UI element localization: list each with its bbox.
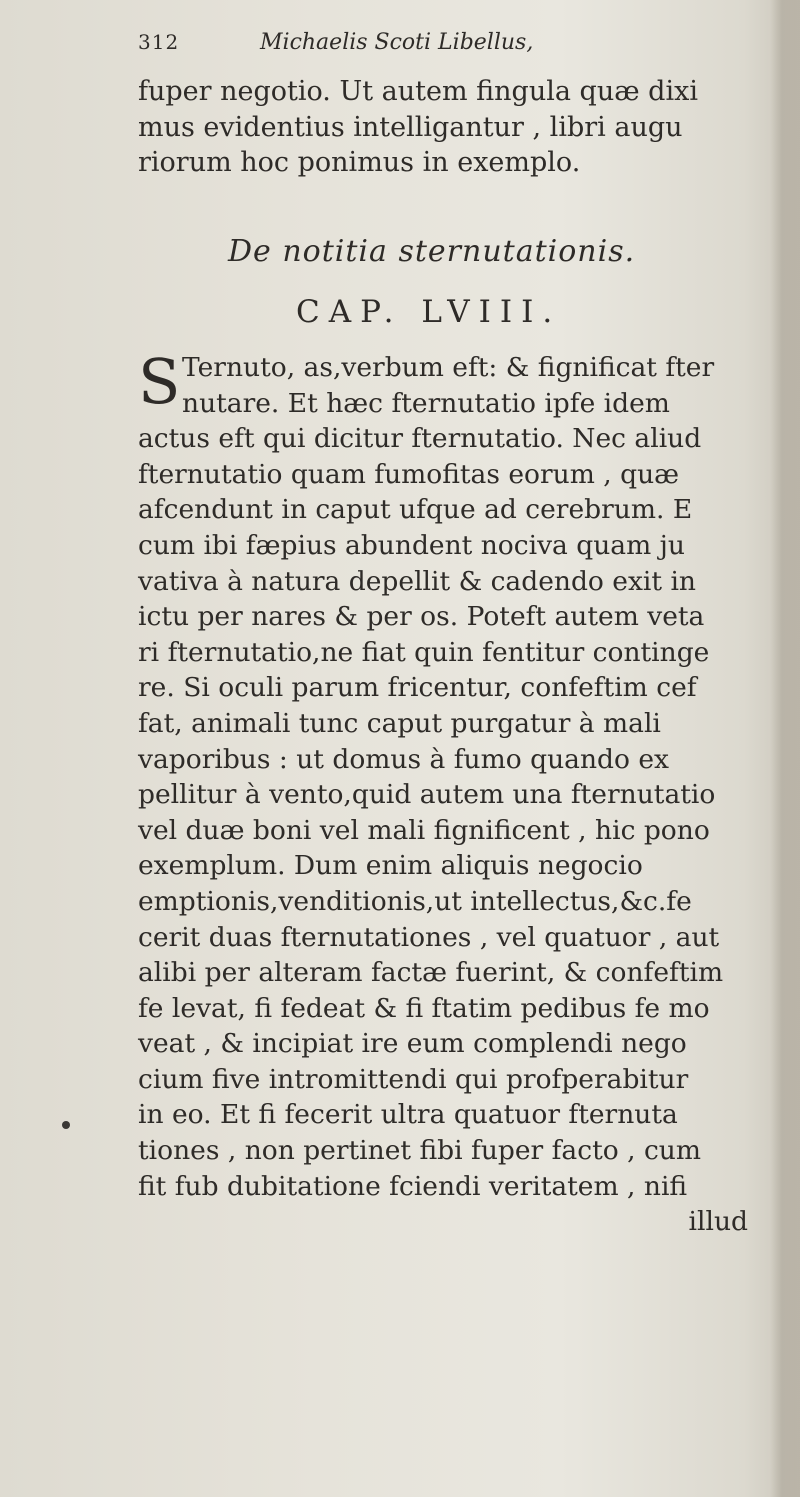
- text-line: ictu per nares & per os. Poteft autem veta: [138, 601, 705, 633]
- chapter-heading: CAP. LVIII.: [296, 294, 562, 330]
- text-line: fat, animali tunc caput purgatur à mali: [138, 707, 661, 739]
- text-line: tiones , non pertinet fibi fuper facto , cum: [138, 1135, 701, 1167]
- drop-cap: S: [138, 345, 181, 418]
- text-line: illud: [688, 1206, 748, 1238]
- text-line: mus evidentius intelligantur , libri augu: [138, 111, 683, 143]
- text-line: veat , & incipiat ire eum complendi nego: [138, 1028, 687, 1060]
- text-line: ri fternutatio,ne fiat quin fentitur continge: [138, 636, 710, 668]
- text-line: cium five intromittendi qui profperabitur: [138, 1063, 689, 1095]
- running-head: [138, 30, 758, 66]
- text-line: fuper negotio. Ut autem fingula quæ dixi: [138, 76, 698, 107]
- text-line: riorum hoc ponimus in exemplo.: [138, 147, 581, 179]
- running-title: Michaelis Scoti Libellus,: [260, 30, 534, 55]
- text-line: Ternuto, as,verbum eft: & fignificat fter: [182, 352, 715, 383]
- text-line: nutare. Et hæc fternutatio ipfe idem: [182, 387, 670, 419]
- text-line: exemplum. Dum enim aliquis negocio: [138, 850, 643, 882]
- text-line: fe levat, fi fedeat & fi ftatim pedibus fe mo: [138, 992, 710, 1024]
- text-line: afcendunt in caput ufque ad cerebrum. E: [138, 494, 693, 526]
- page-number: 312: [138, 30, 180, 54]
- section-title: De notitia sternutationis.: [228, 234, 636, 269]
- text-line: fternutatio quam fumofitas eorum , quæ: [138, 458, 680, 490]
- text-line: vel duæ boni vel mali fignificent , hic pono: [138, 814, 710, 846]
- text-line: cum ibi fæpius abundent nociva quam ju: [138, 529, 685, 561]
- chapter-paragraph: [138, 345, 798, 1240]
- text-line: emptionis,venditionis,ut intellectus,&c.fe: [138, 885, 692, 917]
- text-line: re. Si oculi parum fricentur, confeftim cef: [138, 672, 697, 704]
- text-line: pellitur à vento,quid autem una fternutatio: [138, 779, 716, 811]
- text-line: actus eft qui dicitur fternutatio. Nec aliud: [138, 423, 702, 455]
- intro-paragraph: [138, 74, 798, 181]
- text-line: vativa à natura depellit & cadendo exit in: [138, 565, 697, 597]
- text-line: alibi per alteram factæ fuerint, & confeftim: [138, 957, 724, 989]
- text-line: vaporibus : ut domus à fumo quando ex: [138, 743, 669, 775]
- text-line: cerit duas fternutationes , vel quatuor , aut: [138, 921, 720, 953]
- text-line: fit fub dubitatione fciendi veritatem , nifi: [138, 1170, 688, 1202]
- margin-mark: [62, 1121, 70, 1129]
- text-line: in eo. Et fi fecerit ultra quatuor fternuta: [138, 1099, 678, 1131]
